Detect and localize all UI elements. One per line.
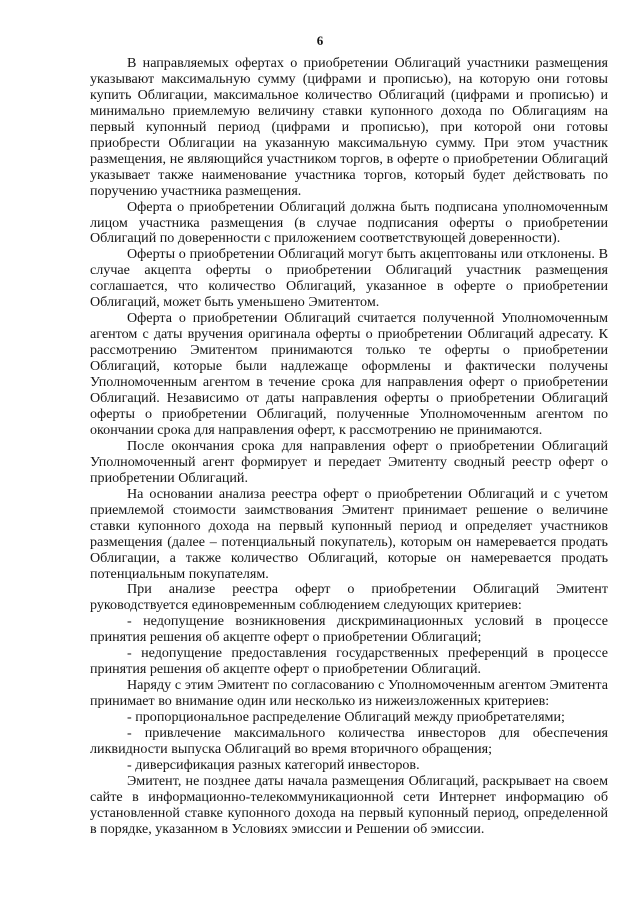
list-item-additional-criterion-2: - привлечение максимального количества инвесторов для обеспечения ликвидности выпуска Облигаций во время вторичного обращения;: [90, 725, 608, 757]
list-item-additional-criterion-1: - пропорциональное распределение Облигаций между приобретателями;: [127, 709, 565, 726]
list-item-criterion-1: - недопущение возникновения дискриминационных условий в процессе принятия решения об акцепте оферт о приобретении Облигаций;: [90, 613, 608, 646]
paragraph-offer-contents: В направляемых офертах о приобретении Облигаций участники размещения указывают максимальную сумму (цифрами и прописью), на которую они готовы купить Облигации, максимальное количество Облигаций (цифрами и прописью) и минимально приемлемую величину ставки купонного дохода по Облигациям на первый купонный период (цифрами и прописью), при которой они готовы приобрести Облигации на указанную максимальную сумму. При этом участник размещения, не являющийся участником торгов, в оферте о приобретении Облигаций указывает также наименование участника торгов, который будет действовать по поручению участника размещения.: [90, 55, 608, 199]
paragraph-coupon-disclosure: Эмитент, не позднее даты начала размещения Облигаций, раскрывает на своем сайте в информационно-телекоммуникационной сети Интернет информацию об установленной ставке купонного дохода на первый купонный период, определенной в порядке, указанном в Условиях эмиссии и Решении об эмиссии.: [90, 772, 608, 837]
paragraph-additional-criteria-intro: Наряду с этим Эмитент по согласованию с Уполномоченным агентом Эмитента принимает во внимание один или несколько из нижеизложенных критериев:: [90, 677, 608, 710]
paragraph-offer-signature: Оферта о приобретении Облигаций должна быть подписана уполномоченным лицом участника размещения (в случае подписания оферты о приобретении Облигаций по доверенности с приложением соответствующей доверенности).: [90, 198, 608, 247]
list-item-criterion-2: - недопущение предоставления государственных преференций в процессе принятия решения об акцепте оферт о приобретении Облигаций.: [90, 645, 608, 678]
paragraph-criteria-intro: При анализе реестра оферт о приобретении Облигаций Эмитент руководствуется единовременным соблюдением следующих критериев:: [90, 581, 608, 614]
paragraph-offer-acceptance: Оферты о приобретении Облигаций могут быть акцептованы или отклонены. В случае акцепта оферты о приобретении Облигаций участник размещения соглашается, что количество Облигаций, указанное в оферте о приобретении Облигаций, может быть уменьшено Эмитентом.: [90, 246, 608, 311]
page-number: 6: [316, 33, 324, 48]
list-item-additional-criterion-3: - диверсификация разных категорий инвесторов.: [127, 756, 420, 773]
paragraph-offer-receipt: Оферта о приобретении Облигаций считается полученной Уполномоченным агентом с даты вручения оригинала оферты о приобретении Облигаций адресату. К рассмотрению Эмитентом принимаются только те оферты о приобретении Облигаций, которые были надлежаще оформлены и фактически получены Уполномоченным агентом в течение срока для направления оферт о приобретении Облигаций. Независимо от даты направления оферты о приобретении Облигаций оферты о приобретении Облигаций, полученные Уполномоченным агентом по окончании срока для направления оферт, к рассмотрению не принимаются.: [90, 310, 608, 438]
paragraph-registry-analysis: На основании анализа реестра оферт о приобретении Облигаций и с учетом приемлемой стоимости заимствования Эмитент принимает решение о величине ставки купонного дохода на первый купонный период и определяет участников размещения (далее – потенциальный покупатель), которым он намеревается продать Облигации, а также количество Облигаций, которые он намеревается продать потенциальным покупателям.: [90, 485, 608, 582]
document-body: [90, 56, 608, 838]
paragraph-offer-registry: После окончания срока для направления оферт о приобретении Облигаций Уполномоченный агент формирует и передает Эмитенту сводный реестр оферт о приобретении Облигаций.: [90, 437, 608, 486]
